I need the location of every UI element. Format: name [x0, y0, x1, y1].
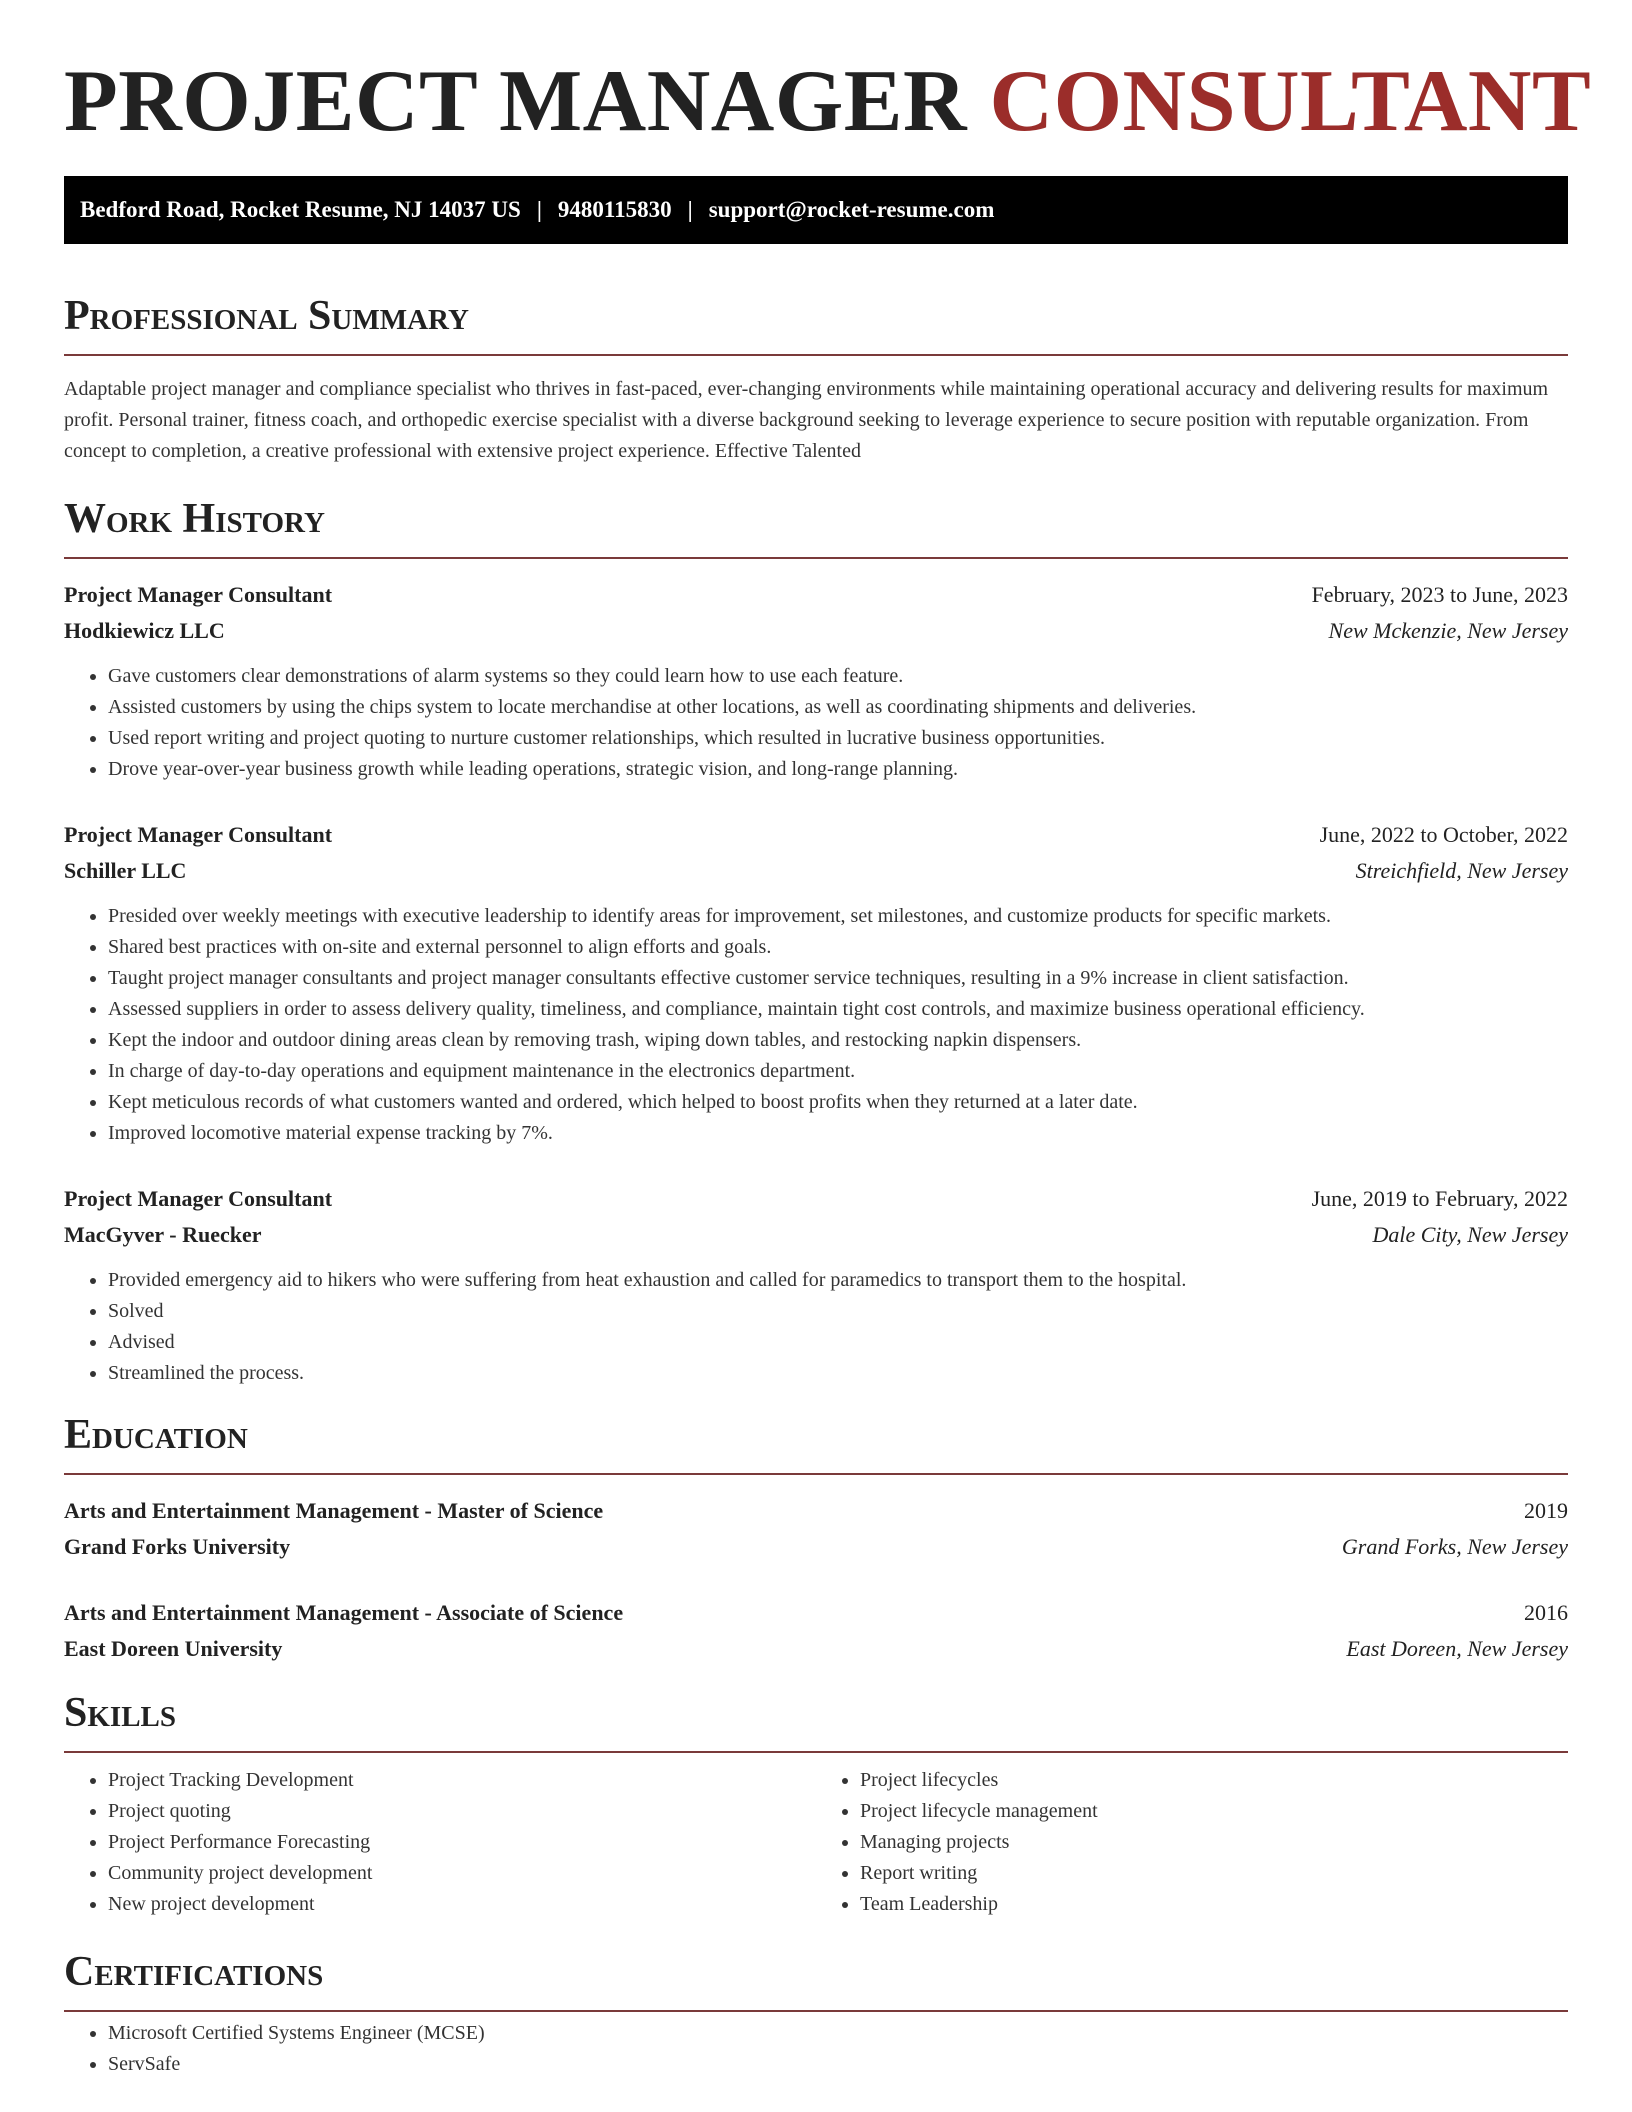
job-position: Project Manager Consultant: [64, 822, 333, 847]
list-item: • Assessed suppliers in order to assess delivery quality, timeliness, and compliance, maintain tight cost controls, and maximize business operational efficiency.: [108, 994, 1568, 1025]
job-location: New Mckenzie, New Jersey: [1328, 618, 1568, 643]
section-divider: [64, 354, 1568, 356]
list-item: • ServSafe: [108, 2049, 1568, 2080]
section-divider: [64, 1473, 1568, 1475]
job-dates: June, 2019 to February, 2022: [1311, 1186, 1568, 1211]
job-header: [64, 817, 1568, 853]
list-item: • Advised: [108, 1327, 1568, 1358]
contact-separator: |: [536, 197, 542, 222]
list-item: • Managing projects: [860, 1827, 1568, 1858]
name-first: PROJECT MANAGER: [64, 53, 968, 150]
list-item: • In charge of day-to-day operations and equipment maintenance in the electronics department.: [108, 1056, 1568, 1087]
skills-list-right: [816, 1765, 1568, 1920]
list-item: • Microsoft Certified Systems Engineer (MCSE): [108, 2018, 1568, 2049]
list-item: • Drove year-over-year business growth while leading operations, strategic vision, and long-range planning.: [108, 754, 1568, 785]
job-header: [64, 577, 1568, 613]
list-item: • Presided over weekly meetings with executive leadership to identify areas for improvement, set milestones, and customize products for specific markets.: [108, 901, 1568, 932]
section-work-history: [64, 493, 1568, 1389]
contact-address: Bedford Road, Rocket Resume, NJ 14037 US: [80, 197, 521, 222]
section-skills: [64, 1687, 1568, 1920]
section-education: [64, 1409, 1568, 1667]
job-bullets: [64, 661, 1568, 785]
resume-page: [64, 52, 1592, 2080]
education-year: 2019: [1524, 1498, 1568, 1523]
section-title: Professional Summary: [64, 293, 469, 339]
certifications-list: [64, 2018, 1568, 2080]
list-item: • Project quoting: [108, 1796, 816, 1827]
list-item: • Team Leadership: [860, 1889, 1568, 1920]
job-company: MacGyver - Ruecker: [64, 1222, 262, 1247]
job-subheader: [64, 853, 1568, 889]
job-position: Project Manager Consultant: [64, 1186, 333, 1211]
job-company: Hodkiewicz LLC: [64, 618, 225, 643]
education-entry: [64, 1595, 1568, 1667]
section-title: Education: [64, 1412, 248, 1458]
job-header: [64, 1181, 1568, 1217]
job-subheader: [64, 613, 1568, 649]
education-school: Grand Forks University: [64, 1534, 291, 1559]
list-item: • Project lifecycles: [860, 1765, 1568, 1796]
education-header: [64, 1595, 1568, 1631]
list-item: • Improved locomotive material expense tracking by 7%.: [108, 1118, 1568, 1149]
contact-email: support@rocket-resume.com: [708, 197, 995, 222]
section-divider: [64, 1751, 1568, 1753]
job-subheader: [64, 1217, 1568, 1253]
job-location: Streichfield, New Jersey: [1355, 858, 1568, 883]
list-item: • Provided emergency aid to hikers who were suffering from heat exhaustion and called for paramedics to transport them to the hospital.: [108, 1265, 1568, 1296]
education-subheader: [64, 1631, 1568, 1667]
list-item: • Community project development: [108, 1858, 816, 1889]
job-location: Dale City, New Jersey: [1372, 1222, 1568, 1247]
list-item: • New project development: [108, 1889, 816, 1920]
section-divider: [64, 2010, 1568, 2012]
education-school: East Doreen University: [64, 1636, 283, 1661]
contact-phone: 9480115830: [557, 197, 672, 222]
contact-bar: [64, 176, 1568, 244]
list-item: • Used report writing and project quoting to nurture customer relationships, which resulted in lucrative business opportunities.: [108, 723, 1568, 754]
education-degree: Arts and Entertainment Management - Associate of Science: [64, 1600, 624, 1625]
list-item: • Streamlined the process.: [108, 1358, 1568, 1389]
job-dates: June, 2022 to October, 2022: [1319, 822, 1568, 847]
education-header: [64, 1493, 1568, 1529]
education-subheader: [64, 1529, 1568, 1565]
section-title: Certifications: [64, 1949, 324, 1995]
education-degree: Arts and Entertainment Management - Master of Science: [64, 1498, 604, 1523]
resume-name: [64, 52, 1592, 152]
contact-separator: |: [687, 197, 693, 222]
education-location: Grand Forks, New Jersey: [1341, 1534, 1568, 1559]
list-item: • Kept the indoor and outdoor dining areas clean by removing trash, wiping down tables, and restocking napkin dispensers.: [108, 1025, 1568, 1056]
job-bullets: [64, 1265, 1568, 1389]
summary-text: Adaptable project manager and compliance specialist who thrives in fast-paced, ever-changing environments while maintaining operational accuracy and delivering results for maximum profit. Personal trainer, fitness coach, and orthopedic exercise specialist with a diverse background seeking to leverage experience to secure position with reputable organization. From concept to completion, a creative professional with extensive project experience. Effective Talented: [64, 378, 1549, 462]
section-summary: [64, 290, 1568, 467]
section-certifications: [64, 1946, 1568, 2080]
list-item: • Taught project manager consultants and project manager consultants effective customer service techniques, resulting in a 9% increase in client satisfaction.: [108, 963, 1568, 994]
job-company: Schiller LLC: [64, 858, 187, 883]
job-entry: [64, 817, 1568, 1149]
skills-grid: [64, 1765, 1568, 1920]
section-divider: [64, 557, 1568, 559]
education-year: 2016: [1524, 1600, 1568, 1625]
section-title: Skills: [64, 1690, 177, 1736]
job-bullets: [64, 901, 1568, 1149]
list-item: • Gave customers clear demonstrations of alarm systems so they could learn how to use each feature.: [108, 661, 1568, 692]
job-position: Project Manager Consultant: [64, 582, 333, 607]
job-dates: February, 2023 to June, 2023: [1311, 582, 1568, 607]
list-item: • Assisted customers by using the chips system to locate merchandise at other locations, as well as coordinating shipments and deliveries.: [108, 692, 1568, 723]
list-item: • Project Tracking Development: [108, 1765, 816, 1796]
name-last: CONSULTANT: [989, 53, 1592, 150]
list-item: • Project lifecycle management: [860, 1796, 1568, 1827]
job-entry: [64, 577, 1568, 785]
list-item: • Project Performance Forecasting: [108, 1827, 816, 1858]
education-location: East Doreen, New Jersey: [1346, 1636, 1568, 1661]
list-item: • Solved: [108, 1296, 1568, 1327]
education-entry: [64, 1493, 1568, 1565]
list-item: • Report writing: [860, 1858, 1568, 1889]
section-title: Work History: [64, 496, 325, 542]
list-item: • Kept meticulous records of what customers wanted and ordered, which helped to boost profits when they returned at a later date.: [108, 1087, 1568, 1118]
job-entry: [64, 1181, 1568, 1389]
list-item: • Shared best practices with on-site and external personnel to align efforts and goals.: [108, 932, 1568, 963]
skills-list-left: [64, 1765, 816, 1920]
